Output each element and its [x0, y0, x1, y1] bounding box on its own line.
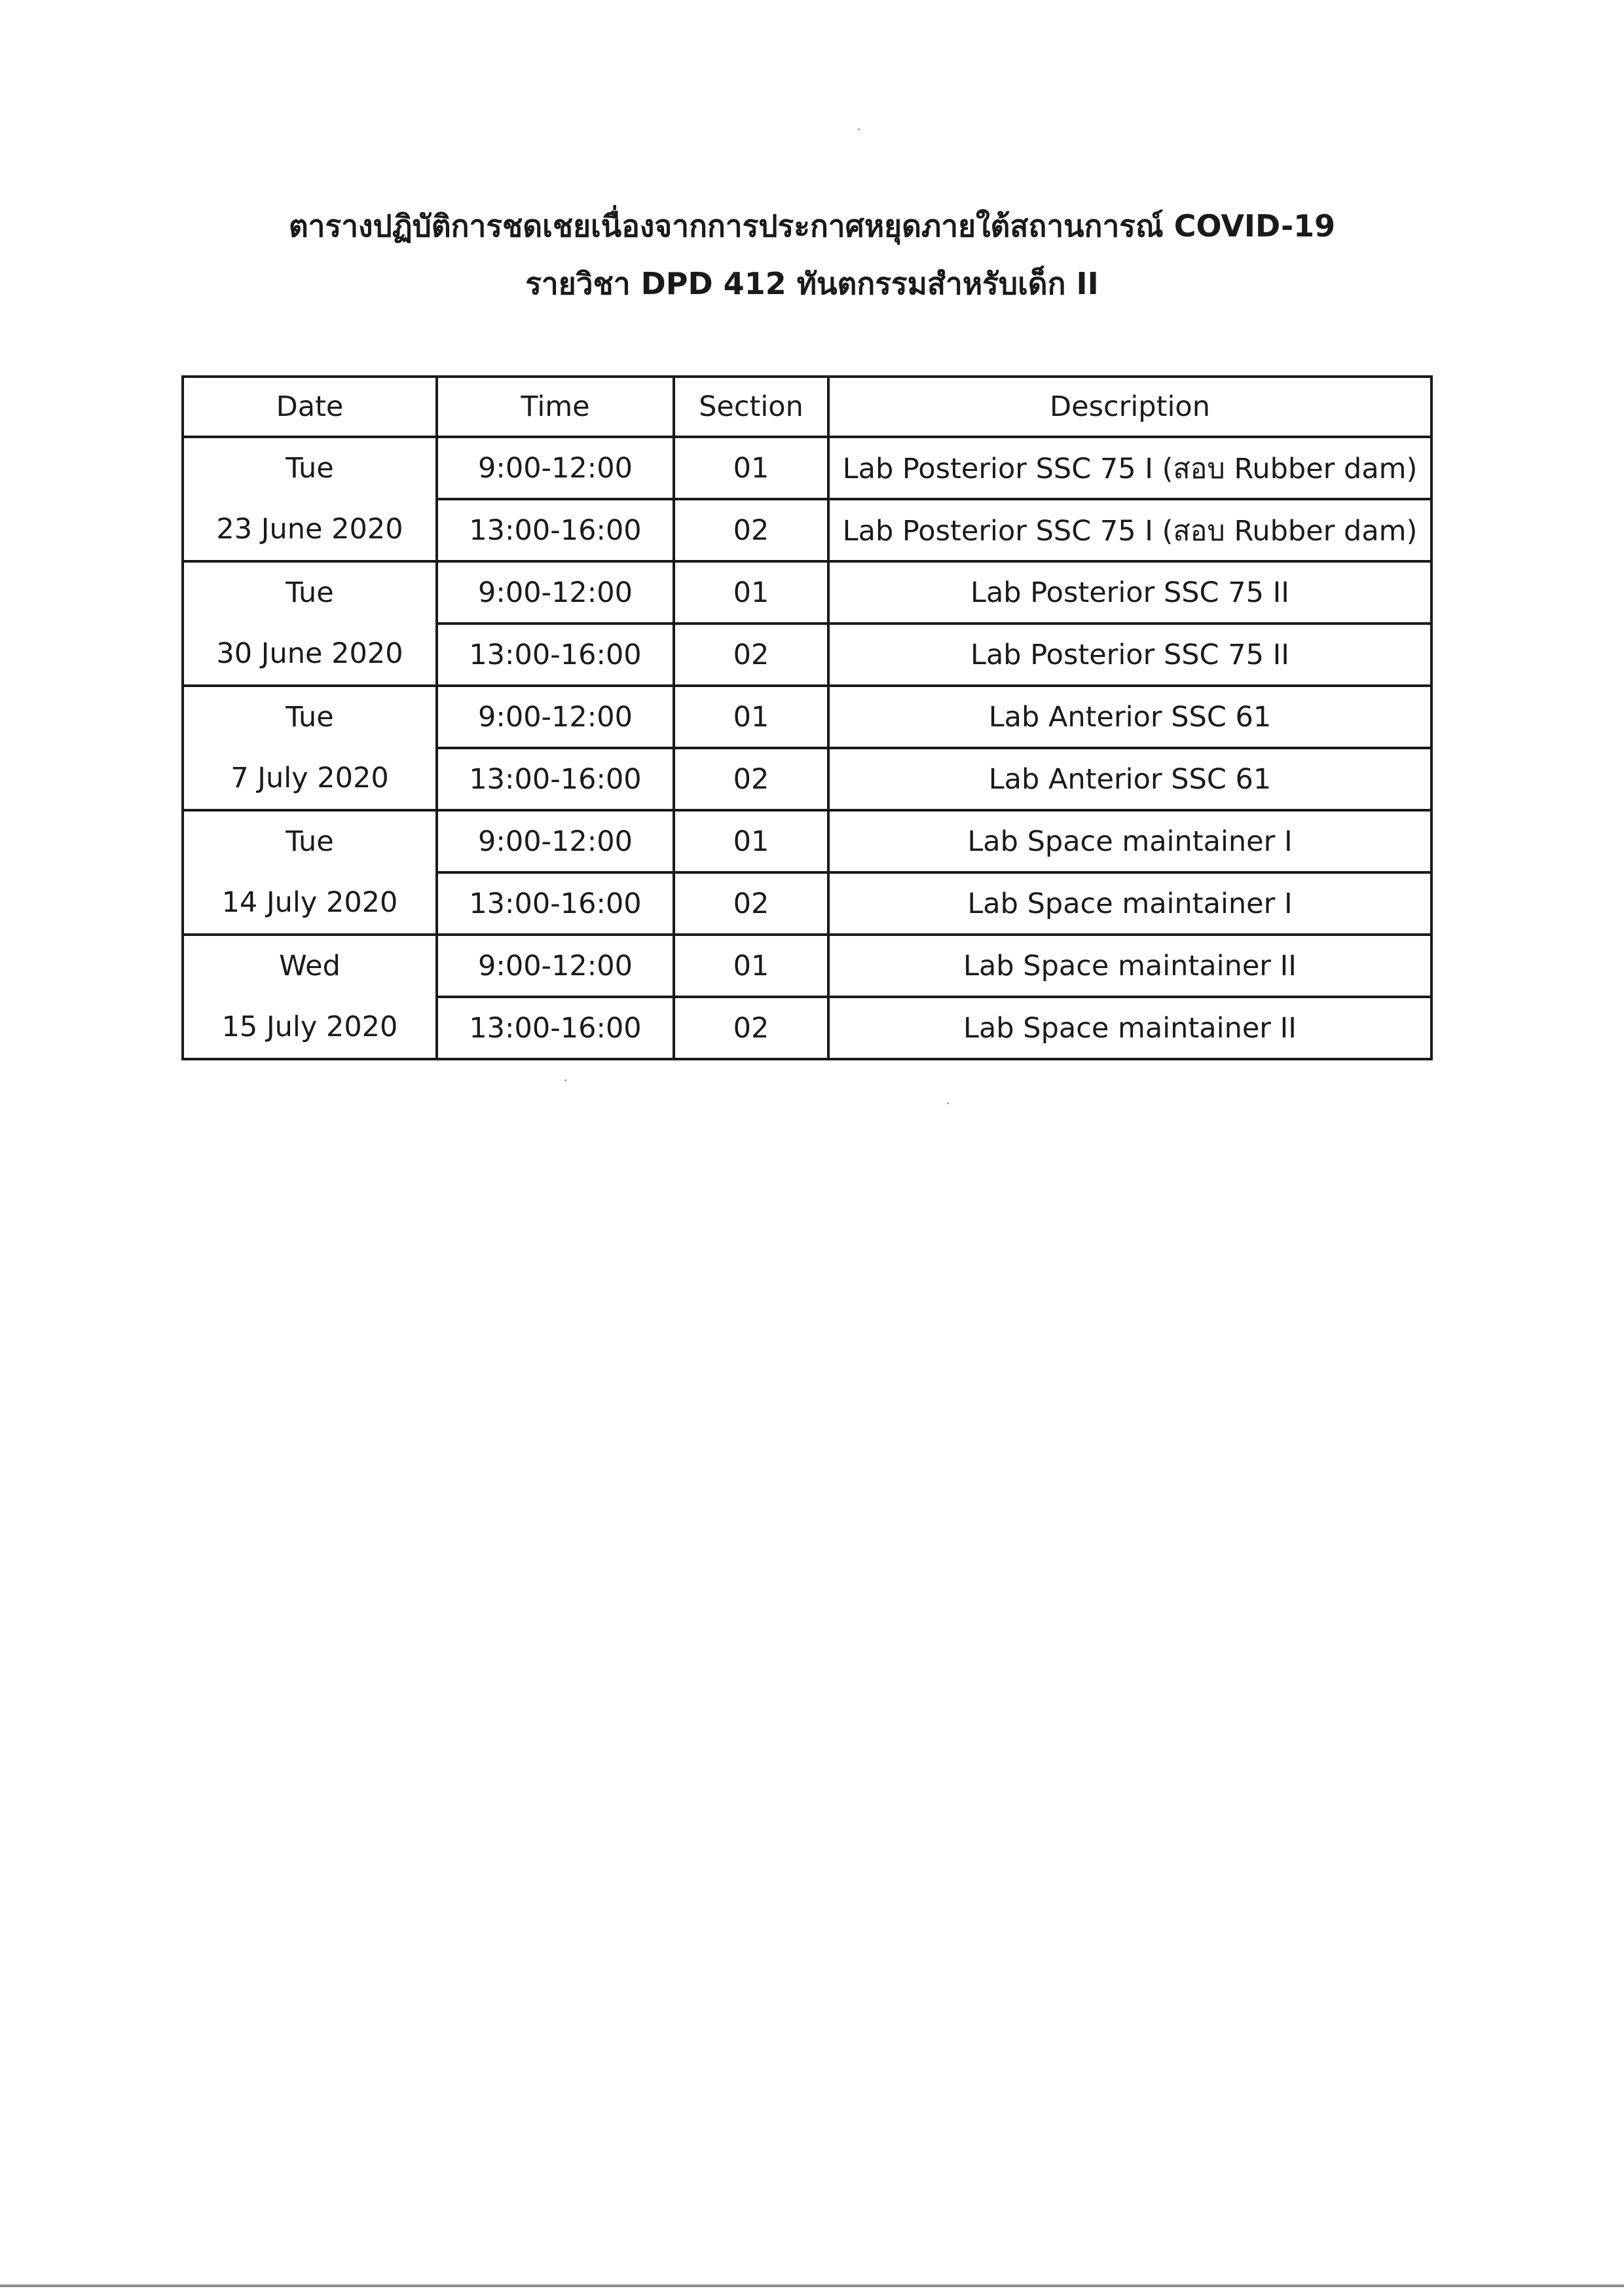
time-cell: 9:00-12:00: [437, 686, 674, 748]
description-cell: Lab Posterior SSC 75 II: [828, 561, 1431, 624]
course-title: รายวิชา DPD 412 ทันตกรรมสำหรับเด็ก II: [525, 266, 1099, 301]
time-cell: 9:00-12:00: [437, 437, 674, 499]
description-cell: Lab Posterior SSC 75 I (สอบ Rubber dam): [828, 437, 1431, 499]
header-row: [183, 377, 1431, 437]
day-label: Wed: [279, 950, 341, 982]
scan-speck: [564, 1079, 566, 1081]
description-cell: Lab Space maintainer II: [828, 935, 1431, 997]
section-cell: 02: [674, 748, 828, 810]
header-date: Date: [183, 377, 437, 437]
table-row: [183, 935, 1431, 997]
date-label: 14 July 2020: [221, 886, 398, 919]
day-label: Tue: [286, 576, 334, 609]
time-cell: 9:00-12:00: [437, 561, 674, 624]
header-description: Description: [828, 377, 1431, 437]
description-cell: Lab Posterior SSC 75 II: [828, 624, 1431, 686]
schedule-table: [181, 375, 1433, 1060]
scan-edge-line: [0, 2285, 1624, 2287]
scan-speck: [947, 1102, 949, 1104]
description-cell: Lab Space maintainer I: [828, 810, 1431, 872]
description-cell: Lab Posterior SSC 75 I (สอบ Rubber dam): [828, 499, 1431, 561]
day-label: Tue: [286, 452, 334, 485]
date-label: 7 July 2020: [231, 762, 389, 794]
section-cell: 01: [674, 437, 828, 499]
date-cell: [183, 935, 437, 1059]
section-cell: 02: [674, 499, 828, 561]
day-label: Tue: [286, 825, 334, 858]
time-cell: 13:00-16:00: [437, 997, 674, 1059]
date-cell: [183, 686, 437, 810]
section-cell: 02: [674, 872, 828, 935]
section-cell: 01: [674, 561, 828, 624]
date-cell: [183, 437, 437, 561]
date-cell: [183, 810, 437, 935]
date-label: 23 June 2020: [216, 513, 403, 546]
document-title: ตารางปฏิบัติการชดเชยเนื่องจากการประกาศหยุดภายใต้สถานการณ์ COVID-19: [288, 208, 1336, 244]
table-row: [183, 561, 1431, 624]
time-cell: 13:00-16:00: [437, 748, 674, 810]
time-cell: 9:00-12:00: [437, 935, 674, 997]
table-row: [183, 810, 1431, 872]
table-row: [183, 686, 1431, 748]
section-cell: 02: [674, 997, 828, 1059]
time-cell: 13:00-16:00: [437, 499, 674, 561]
description-cell: Lab Anterior SSC 61: [828, 686, 1431, 748]
time-cell: 9:00-12:00: [437, 810, 674, 872]
description-cell: Lab Space maintainer I: [828, 872, 1431, 935]
date-label: 30 June 2020: [216, 637, 403, 670]
description-cell: Lab Space maintainer II: [828, 997, 1431, 1059]
time-cell: 13:00-16:00: [437, 624, 674, 686]
date-label: 15 July 2020: [221, 1011, 398, 1043]
header-section: Section: [674, 377, 828, 437]
date-cell: [183, 561, 437, 686]
header-time: Time: [437, 377, 674, 437]
description-cell: Lab Anterior SSC 61: [828, 748, 1431, 810]
section-cell: 01: [674, 935, 828, 997]
table-row: [183, 437, 1431, 499]
day-label: Tue: [286, 701, 334, 734]
section-cell: 02: [674, 624, 828, 686]
scan-speck: [858, 128, 860, 130]
section-cell: 01: [674, 686, 828, 748]
section-cell: 01: [674, 810, 828, 872]
time-cell: 13:00-16:00: [437, 872, 674, 935]
